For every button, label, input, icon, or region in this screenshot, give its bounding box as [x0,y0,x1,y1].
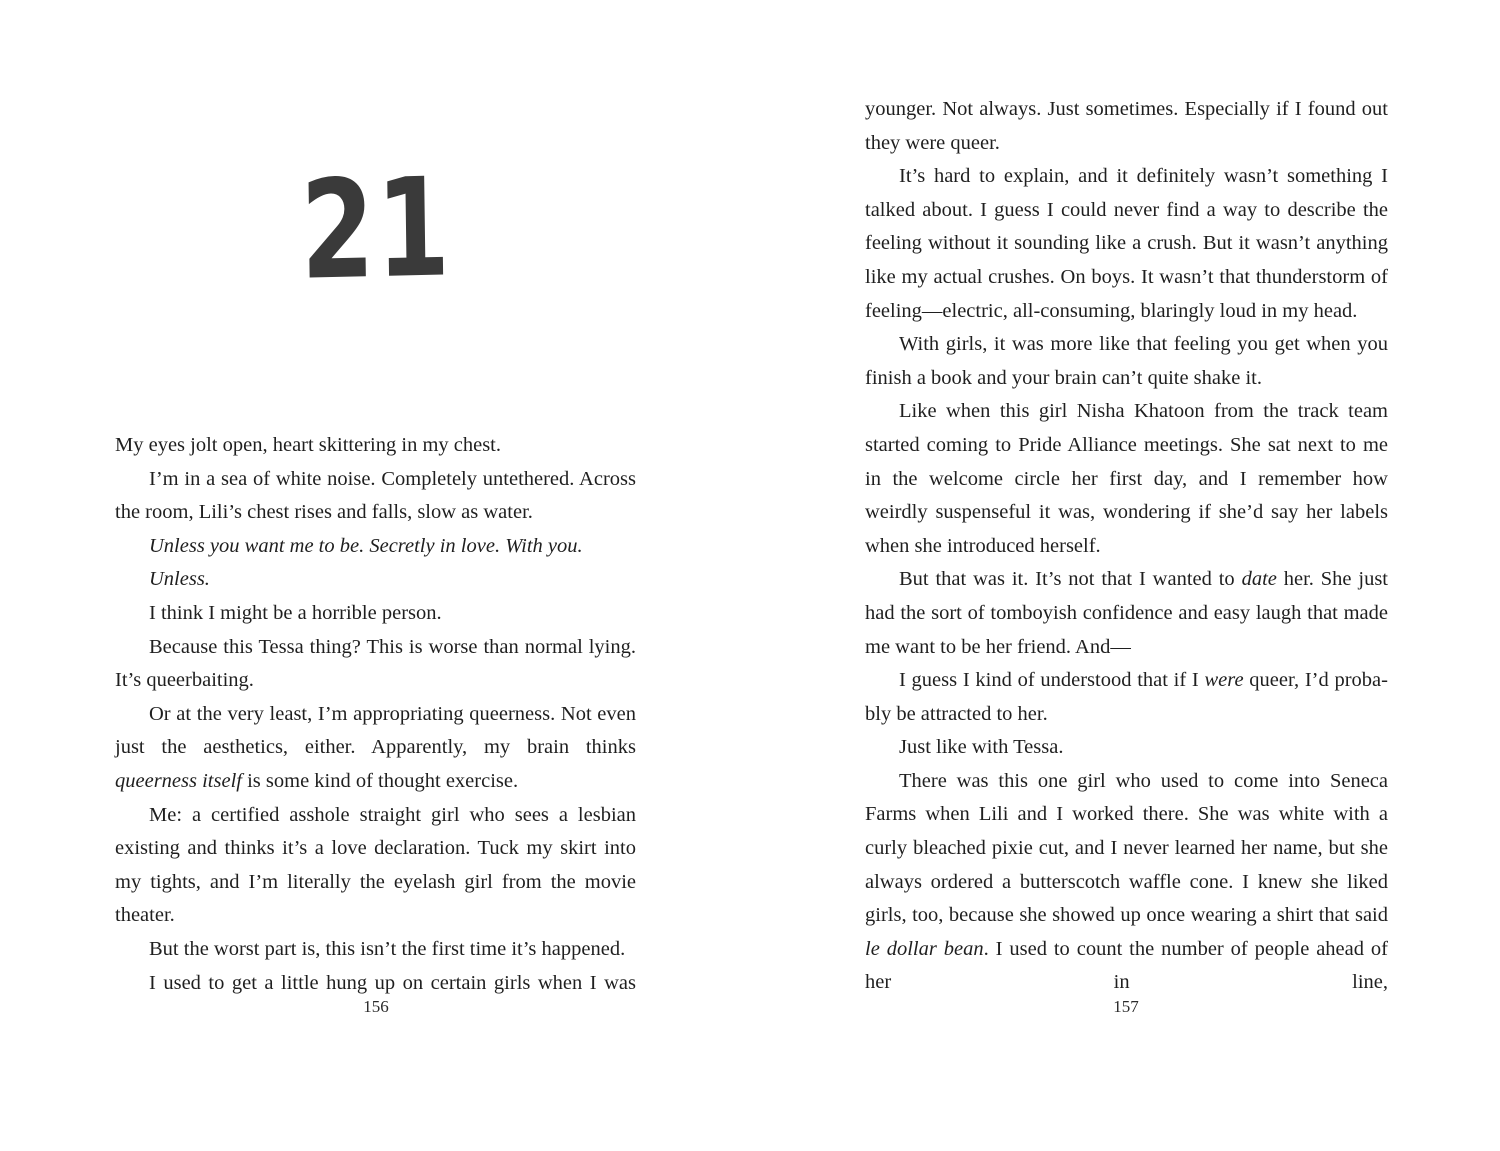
text-run: . I used to count the number of people ahead of her in line, [865,937,1388,994]
text-run: queer, I’d probably be attracted to her. [865,669,1388,725]
paragraph: younger. Not always. Just sometimes. Especially if I found out they were queer. [865,98,1388,154]
paragraph [865,664,1388,731]
paragraph [865,563,1388,664]
emphasis-text: date [1241,568,1277,591]
paragraph-italic: Unless you want me to be. Secretly in love. With you. [149,534,583,557]
chapter-number: 21 [299,149,453,311]
text-run: is some kind of thought exercise. [241,769,519,792]
paragraph: My eyes jolt open, heart skittering in my chest. [115,434,502,456]
text-run: But that was it. It’s not that I wanted to [899,568,1242,591]
paragraph: Just like with Tessa. [899,736,1064,759]
paragraph: I used to get a little hung up on certain girls when I was [149,971,636,994]
right-page [750,0,1500,1151]
paragraph: With girls, it was more like that feeling you get when you finish a book and your brain can’t quite shake it. [865,333,1388,389]
text-run: Or at the very least, I’m appropriating queerness. Not even just the aesthetics, either. Apparently, my brain thinks [115,702,636,759]
page-number: 157 [1113,997,1139,1016]
text-run: her. She just had the sort of tomboyish confidence and easy laugh that made me want to be her friend. And— [865,568,1389,658]
left-page-body [115,429,636,1000]
right-page-body [865,93,1388,1000]
paragraph [115,698,636,799]
paragraph [865,765,1388,1000]
text-run: There was this one girl who used to come into Seneca Farms when Lili and I worked there. She was white with a curly bleached pixie cut, and I never learned her name, but she always ordered a butterscotch waffle cone. I knew she liked girls, too, because she showed up once wearing a shirt that said [865,769,1388,927]
text-run: I guess I kind of understood that if I [899,669,1205,692]
paragraph: Because this Tessa thing? This is worse than normal lying. It’s queerbaiting. [115,635,636,692]
paragraph: Like when this girl Nisha Khatoon from the track team started coming to Pride Alliance meetings. She sat next to me in the welcome circle her first day, and I remember how weirdly suspenseful it was, wondering if she’d say her labels when she introduced herself. [865,400,1388,557]
paragraph: I think I might be a horrible person. [149,601,442,624]
paragraph: I’m in a sea of white noise. Completely untethered. Across the room, Lili’s chest rises and falls, slow as water. [115,467,636,524]
emphasis-text: queerness itself [115,769,242,792]
emphasis-text: le dollar bean [865,937,984,960]
paragraph: But the worst part is, this isn’t the first time it’s happened. [149,937,626,960]
page-number: 156 [363,997,389,1016]
paragraph: Me: a certified asshole straight girl who sees a lesbian existing and thinks it’s a love declaration. Tuck my skirt into my tights, and I’m literally the eyelash girl from the movie theater. [115,803,636,927]
emphasis-text: were [1204,669,1244,692]
paragraph: It’s hard to explain, and it definitely wasn’t something I talked about. I guess I could never find a way to describe the feeling without it sounding like a crush. But it wasn’t anything like my actual crushes. On boys. It wasn’t that thunderstorm of feeling—electric, all-consuming, blaringly loud in my head. [865,165,1388,322]
paragraph-italic: Unless. [149,568,210,591]
